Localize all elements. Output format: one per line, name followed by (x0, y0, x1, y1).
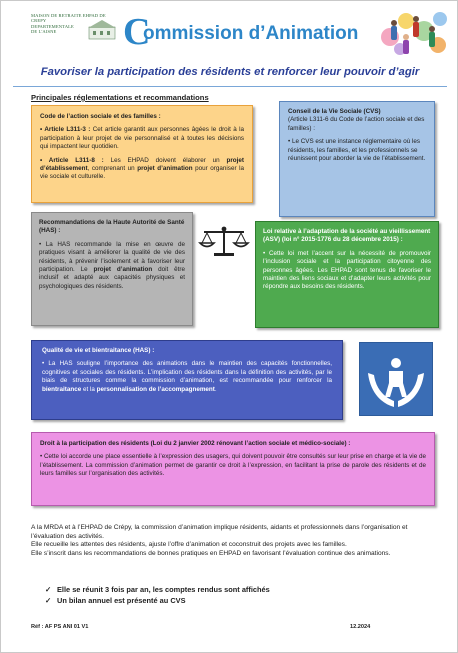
section-title: Principales réglementations et recommandations (31, 93, 209, 102)
elderly-illustration-icon (376, 7, 452, 59)
page-subtitle: Favoriser la participation des résidents et renforcer leur pouvoir d’agir (40, 66, 420, 78)
title-initial: C (123, 11, 151, 53)
has-recommendations-box (31, 212, 193, 326)
logo-line: MAISON DE RETRAITE EHPAD DE CREPY (31, 13, 106, 24)
loi-asv-box (255, 221, 439, 328)
header-divider (13, 86, 447, 87)
box-heading: Code de l’action sociale et des familles : (40, 113, 161, 120)
summary-paragraph: Elle s’inscrit dans les recommandations de bonnes pratiques en EHPAD en favorisant l’évaluation continue des animations. (31, 549, 391, 557)
box-heading: Conseil de la Vie Sociale (CVS) (288, 108, 381, 115)
cvs-box (279, 101, 435, 217)
checkmark-icon: ✓ (45, 596, 52, 605)
caring-hands-icon (359, 342, 433, 416)
summary-paragraph: Elle recueille les attentes des résidents, ajuste l’offre d’animation et coconstruit des projets avec les familles. (31, 541, 347, 549)
droit-participation-box (31, 432, 435, 506)
box-heading: Qualité de vie et bientraitance (HAS) : (42, 347, 155, 354)
box-text: • La HAS recommande la mise en œuvre de pratiques visant à améliorer la qualité de vie des résidents, à prévenir l’isolement et à favoriser leur participation. Le projet d’animation doit être inclusif et adapté aux capacités physiques et psychologiques des résidents. (39, 240, 185, 290)
box-text: • Cette loi accorde une place essentielle à l’expression des usagers, qui doivent pouvoir être consultés sur leur prise en charge et la vie de l’établissement. La commission d’animation permet de garantir ce droit à l’expression, en facilitant la prise de parole des résidents et de leurs familles sur l’organisation des activités. (40, 453, 426, 478)
box-text: • Le CVS est une instance réglementaire où les résidents, les familles, et les professionnels se réunissent pour aborder la vie de l’établissement. (288, 138, 426, 163)
logo-icon (87, 19, 117, 41)
box-text: • Cette loi met l’accent sur la nécessité de promouvoir l’inclusion sociale et la participation citoyenne des personnes âgées. Les EHPAD sont tenus de favoriser le maintien des liens sociaux et d’adapter leurs activités pour répondre aux besoins des résidents. (263, 249, 431, 291)
code-action-sociale-box (31, 105, 253, 203)
document-date: 12.2024 (350, 624, 371, 630)
summary-paragraph: A la MRDA et à l’EHPAD de Crépy, la commission d’animation implique résidents, aidants et professionnels dans l’organisation et l’évaluation des activités. (31, 524, 408, 540)
box-heading: Droit à la participation des résidents (Loi du 2 janvier 2002 rénovant l’action sociale et médico-sociale) : (40, 440, 351, 447)
title-text: ommission d’Animation (143, 23, 359, 44)
institution-logo (31, 13, 117, 43)
box-text: • La HAS souligne l’importance des animations dans le maintien des capacités fonctionnelles, cognitives et sociales des résidents. L’implication des résidents dans la définition des activités, par le biais de structures comme la commission d’animation, est recommandée pour renforcer la bientraitance et la personnalisation de l’accompagnement. (42, 360, 332, 393)
logo-line: DEPARTEMENTALE (31, 23, 74, 29)
checklist-item: ✓ Elle se réunit 3 fois par an, les comptes rendus sont affichés (45, 585, 270, 594)
box-heading: Recommandations de la Haute Autorité de Santé (HAS) : (39, 219, 185, 235)
balance-scale-icon (198, 225, 250, 259)
summary-text (31, 524, 431, 558)
qualite-de-vie-box (31, 340, 343, 420)
checklist-item: ✓ Un bilan annuel est présenté au CVS (45, 596, 186, 605)
box-heading: Loi relative à l’adaptation de la société au vieillissement (ASV) (loi n° 2015-1776 du 28 décembre 2015) : (263, 228, 431, 244)
article-l311-3: • Article L311-3 : Cet article garantit aux personnes âgées le droit à la participation à leur projet de vie personnalisé et à toutes les décisions qui impactent leur quotidien. (40, 126, 244, 151)
box-subheading: (Article L311-6 du Code de l’action sociale et des familles) : (288, 116, 425, 132)
logo-line: DE L'AISNE (31, 29, 57, 35)
checklist (45, 584, 270, 606)
article-l311-8: • Article L311-8 : Les EHPAD doivent élaborer un projet d’établissement, comprenant un projet d’animation pour organiser la vie sociale et culturelle. (40, 156, 244, 181)
document-reference: Réf : AF PS ANI 01 V1 (31, 624, 89, 630)
checkmark-icon: ✓ (45, 585, 52, 594)
